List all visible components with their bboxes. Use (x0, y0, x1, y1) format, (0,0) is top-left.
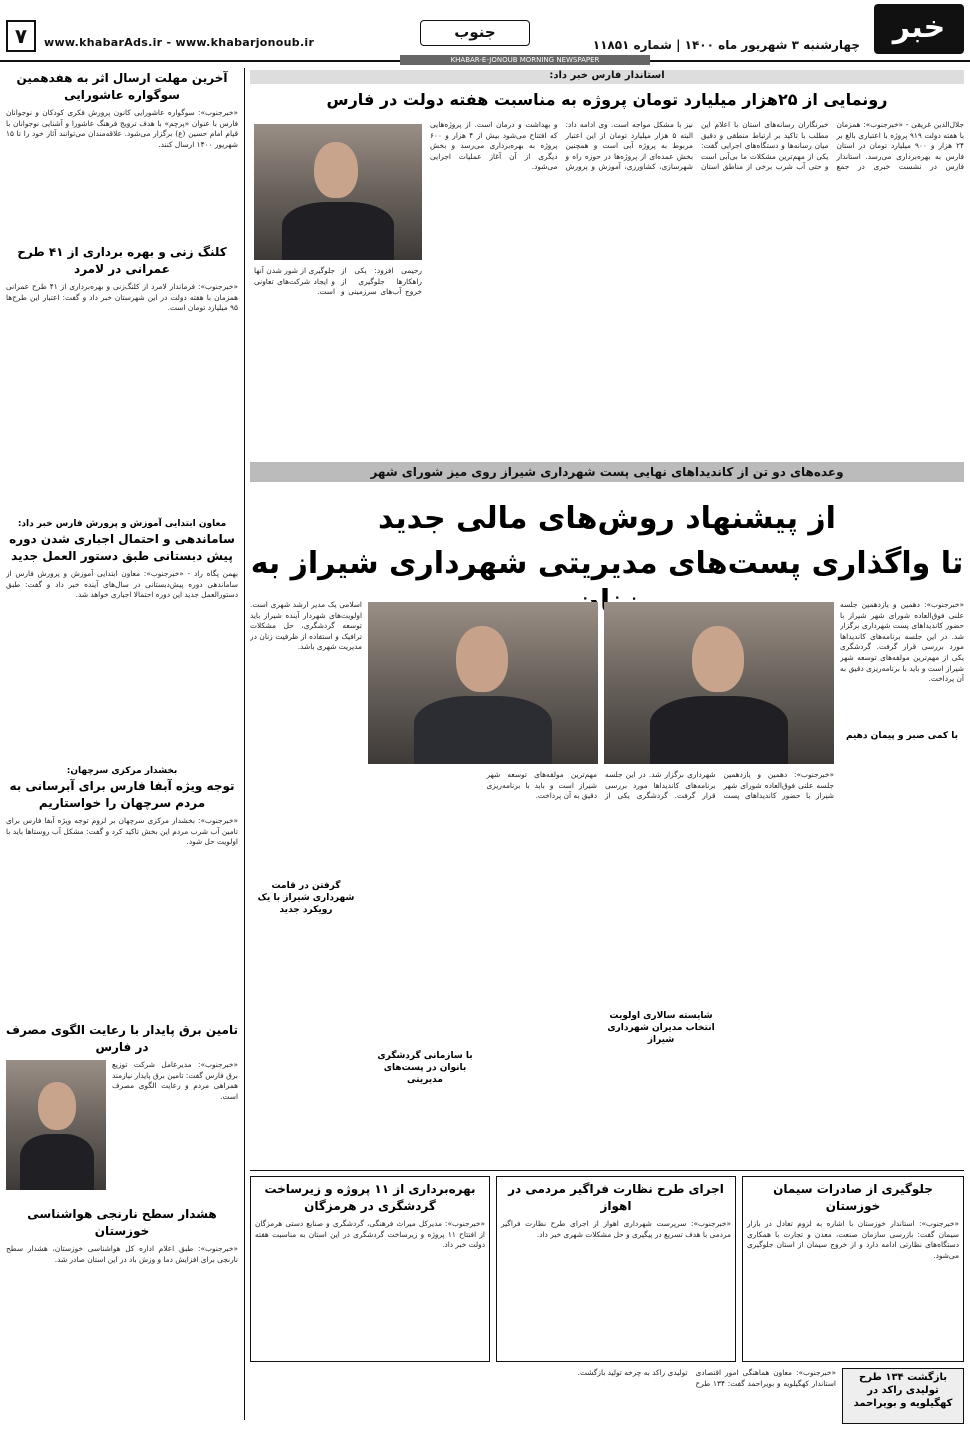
bottom-story1-title: جلوگیری از صادرات سیمان خوزستان (773, 1182, 933, 1213)
website-url: www.khabarAds.ir - www.khabarjonoub.ir (44, 36, 315, 49)
bottom-story2-body: «خبرجنوب»: سرپرست شهرداری اهواز از اجرای طرح نظارت فراگیر مردمی با هدف تسریع در پیگیری و حل مشکلات شهری خبر داد. (501, 1219, 731, 1239)
section-label: جنوب (420, 20, 530, 46)
lead-body: جلال‌الدین غریقی - «خبرجنوب»: همزمان با هفته دولت ۹۱۹ پروژه با اعتباری بالغ بر ۲۴ هزار و ۹۰۰ میلیارد تومان در استان فارس به بهره‌برداری می‌رسد. استاندار فارس در نشست خبری در جمع خبرنگاران رسانه‌های استان با اعلام این مطلب با تاکید بر ارتباط منطقی و دقیق میان رسانه‌ها و دستگاه‌های اجرایی گفت: یکی از مهم‌ترین مشکلات ما بی‌آبی است و حتی آب شرب برخی از مناطق استان نیز با مشکل مواجه است. وی ادامه داد: البته ۵ هزار میلیارد تومان از این اعتبار مربوط به پروژه آبی است و همچنین بخش عمده‌ای از پروژه‌ها در حوزه راه و شهرسازی، کشاورزی، آموزش و پرورش و بهداشت و درمان است. از پروژه‌هایی که افتتاح می‌شود بیش از ۴ هزار و ۶۰۰ پروژه به بهره‌برداری می‌رسد و بخش دیگری از آن آغاز عملیات اجرایی می‌شود. (430, 120, 964, 172)
lead-kicker: استاندار فارس خبر داد: (250, 70, 964, 84)
feature-subhead-3: گرفتن در قامت شهرداری شیراز با یک رویکرد جدید (257, 881, 355, 915)
sidebar-story2-body: «خبرجنوب»: فرماندار لامرد از کلنگ‌زنی و بهره‌برداری از ۴۱ طرح عمرانی همزمان با هفته دولت در این شهرستان خبر داد و گفت: اعتبار این طرح‌ها ۹۵ میلیارد تومان است. (6, 282, 238, 313)
lead-headline: رونمایی از ۲۵هزار میلیارد تومان پروژه به مناسبت هفته دولت در فارس (326, 90, 888, 109)
sidebar-story4-body: «خبرجنوب»: بخشدار مرکزی سرچهان بر لزوم توجه ویژه آبفا فارس برای تامین آب شرب مردم این بخش تاکید کرد و گفت: مشکل آب روستاها باید با اولویت حل شود. (6, 816, 238, 847)
page-number: ۷ (6, 20, 36, 52)
bottom-story3 (250, 1176, 490, 1362)
feature-headline-line1: از پیشنهاد روش‌های مالی جدید (378, 501, 836, 536)
bottom-story3-title: بهره‌برداری از ۱۱ پروژه و زیرساخت گردشگری در هرمزگان (264, 1182, 476, 1213)
sidebar-story4-kicker: بخشدار مرکزی سرچهان: (66, 766, 178, 776)
sidebar-story3-title: ساماندهی و احتمال اجباری شدن دوره پیش دبستانی طبق دستور العمل جدید (9, 532, 235, 563)
bottom-divider (250, 1170, 964, 1171)
masthead (0, 0, 970, 62)
bottom-story4-title-box (842, 1368, 964, 1424)
bottom-story2 (496, 1176, 736, 1362)
feature-body-middle: «خبرجنوب»: دهمین و یازدهمین جلسه علنی فوق‌العاده شورای شهر شیراز با حضور کاندیداهای پست شهرداری برگزار شد. در این جلسه برنامه‌های کاندیداها مورد بررسی قرار گرفت. گردشگری یکی از مهم‌ترین مولفه‌های توسعه شهر شیراز است و باید با برنامه‌ریزی دقیق به آن پرداخت. (486, 770, 834, 801)
sidebar-divider (244, 68, 245, 1420)
sidebar-story6-title: هشدار سطح نارنجی هواشناسی خوزستان (27, 1207, 217, 1238)
lead-photo (254, 124, 422, 260)
bottom-story3-body: «خبرجنوب»: مدیرکل میراث فرهنگی، گردشگری و صنایع دستی هرمزگان از افتتاح ۱۱ پروژه و زیرساخت گردشگری در این استان به مناسبت هفته دولت خبر داد. (255, 1219, 485, 1250)
sidebar-story1-title: آخرین مهلت ارسال اثر به هفدهمین سوگواره عاشورایی (16, 71, 228, 102)
bottom-story1 (742, 1176, 964, 1362)
feature-subhead-4: با سازمانی گردشگری بانوان در پست‌های مدیریتی (377, 1051, 473, 1085)
feature-headline-line2: تا واگذاری پست‌های مدیریتی شهرداری شیراز به (250, 546, 964, 581)
sidebar-story6-body: «خبرجنوب»: طبق اعلام اداره کل هواشناسی خوزستان، هشدار سطح نارنجی برای افزایش دما و وزش باد در این استان صادر شد. (6, 1244, 238, 1264)
lead-photo-caption: رحیمی افزود: یکی از راهکارها جلوگیری از خروج آب‌های سرزمینی و جلوگیری از شور شدن آنها و ایجاد شرکت‌های تعاونی است. (254, 266, 422, 297)
sidebar-story2-title: کلنگ زنی و بهره برداری از ۴۱ طرح عمرانی در لامرد (17, 245, 227, 276)
bottom-story1-body: «خبرجنوب»: استاندار خوزستان با اشاره به لزوم تعادل در بازار سیمان گفت: بازرسی سازمان صنعت، معدن و تجارت با همکاری دستگاه‌های نظارتی ادامه دارد و از خروج سیمان از استان جلوگیری می‌شود. (747, 1219, 959, 1260)
bottom-story4-title: بازگشت ۱۳۴ طرح تولیدی راکد در کهگیلویه و بویراحمد (853, 1372, 953, 1409)
sidebar-story3-kicker: معاون ابتدایی آموزش و پرورش فارس خبر داد: (17, 519, 227, 529)
sidebar-story4-title: توجه ویژه آبفا فارس برای آبرسانی به مردم سرچهان را خواستاریم (9, 779, 235, 810)
sidebar-story3-body: بهمن پگاه راد - «خبرجنوب»: معاون ابتدایی آموزش و پرورش فارس از ساماندهی دوره پیش‌دبستانی در سال‌های آینده خبر داد و گفت: طبق دستورالعمل جدید این دوره احتمالا اجباری خواهد شد. (6, 569, 238, 600)
sidebar-story5-title: تامین برق پایدار با رعایت الگوی مصرف در فارس (6, 1023, 238, 1054)
bottom-story2-title: اجرای طرح نظارت فراگیر مردمی در اهواز (508, 1182, 724, 1213)
feature-body-right: «خبرجنوب»: دهمین و یازدهمین جلسه علنی فوق‌العاده شورای شهر شیراز با حضور کاندیداهای پست شهرداری برگزار شد. در این جلسه برنامه‌های کاندیداها مورد بررسی قرار گرفت. گردشگری یکی از مهم‌ترین مولفه‌های توسعه شهر شیراز است و باید با برنامه‌ریزی دقیق به آن پرداخت. (840, 600, 964, 684)
feature-kicker: وعده‌های دو تن از کاندیداهای نهایی پست شهرداری شیراز روی میز شورای شهر (250, 462, 964, 482)
feature-body-left: اسلامی یک مدیر ارشد شهری است. اولویت‌های شهردار آینده شیراز باید توسعه گردشگری، حل مشکلات ترافیک و استفاده از ظرفیت زنان در مدیریت شهری باشد. (250, 600, 362, 652)
sidebar-story1-body: «خبرجنوب»: سوگواره عاشورایی کانون پرورش فکری کودکان و نوجوانان فارس با عنوان «پرچم» با هدف ترویج فرهنگ عاشورا و آشنایی نوجوانان با قیام امام حسین (ع) برگزار می‌شود. علاقه‌مندان می‌توانند آثار خود را تا ۱۵ شهریور ۱۴۰۰ ارسال کنند. (6, 108, 238, 149)
sidebar (6, 70, 238, 1420)
sidebar-story5-body: «خبرجنوب»: مدیرعامل شرکت توزیع برق فارس گفت: تامین برق پایدار نیازمند همراهی مردم و رعایت الگوی مصرف است. (112, 1060, 238, 1101)
english-name-strip: KHABAR-E-JONOUB MORNING NEWSPAPER (400, 55, 650, 65)
newspaper-logo: خبر (874, 4, 964, 54)
feature-photo-left (368, 602, 598, 764)
issue-date-line: چهارشنبه ۳ شهریور ماه ۱۴۰۰ | شماره ۱۱۸۵۱ (592, 38, 860, 52)
feature-subhead-2: شایسته سالاری اولویت انتخاب مدیران شهرداری شیراز (607, 1011, 715, 1045)
feature-photo-right (604, 602, 834, 764)
bottom-story4-body: «خبرجنوب»: معاون هماهنگی امور اقتصادی استاندار کهگیلویه و بویراحمد گفت: ۱۳۴ طرح تولیدی راکد به چرخه تولید بازگشت. (577, 1368, 836, 1388)
feature-subhead-1: با کمی صبر و پیمان دهیم (845, 731, 959, 741)
sidebar-portrait-photo (6, 1060, 106, 1190)
